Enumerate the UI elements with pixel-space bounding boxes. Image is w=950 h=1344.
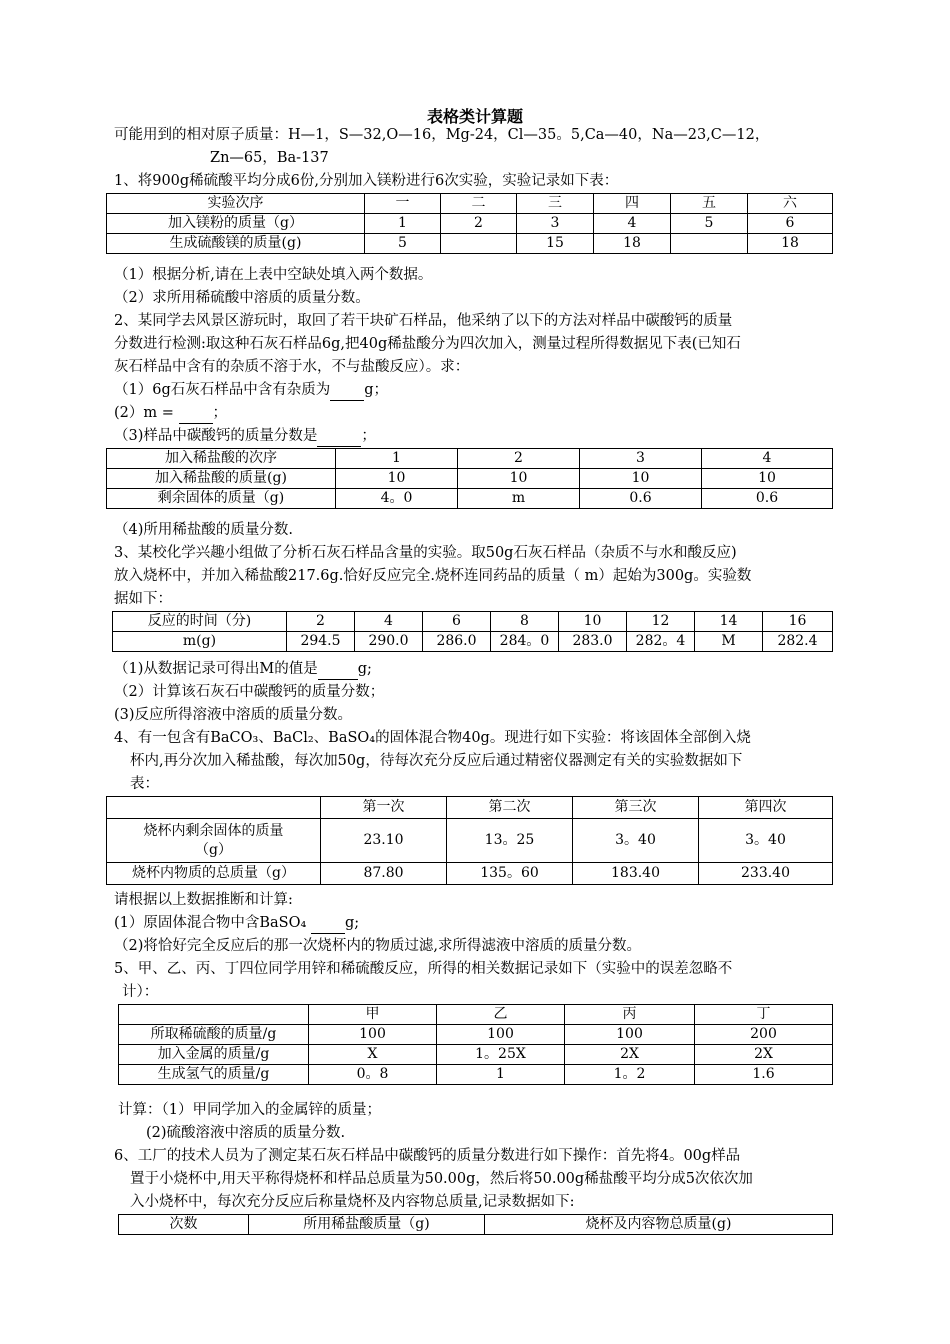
table-cell: 282.4 <box>763 632 833 652</box>
answer-blank <box>179 403 213 424</box>
q2-sub2: (2）m = ； <box>114 403 227 424</box>
table-cell: 100 <box>565 1025 695 1045</box>
table-cell: 生成硫酸镁的质量(g) <box>107 234 365 254</box>
table-cell: 100 <box>309 1025 437 1045</box>
table-cell: 4。0 <box>336 489 458 509</box>
table-cell: 1.6 <box>695 1065 833 1085</box>
table-row <box>119 1215 833 1235</box>
table-row <box>119 1005 833 1025</box>
table-cell: 1 <box>336 449 458 469</box>
answer-blank <box>311 913 345 934</box>
q4-after: 请根据以上数据推断和计算: <box>114 892 293 908</box>
table-cell: 4 <box>594 214 671 234</box>
table-cell: 290.0 <box>355 632 423 652</box>
q4-line1: 4、有一包含有BaCO₃、BaCl₂、BaSO₄的固体混合物40g。现进行如下实验：将该固体全部倒入烧 <box>114 730 751 746</box>
table-cell: 加入镁粉的质量（g） <box>107 214 365 234</box>
table-cell: 剩余固体的质量（g) <box>107 489 336 509</box>
table-cell: 200 <box>695 1025 833 1045</box>
table-cell: 23.10 <box>321 819 447 863</box>
table-cell: 10 <box>336 469 458 489</box>
table-cell <box>107 797 321 819</box>
table-row <box>107 194 833 214</box>
q3-line1: 3、某校化学兴趣小组做了分析石灰石样品含量的实验。取50g石灰石样品（杂质不与水和酸反应) <box>114 545 737 561</box>
table-cell: 实验次序 <box>107 194 365 214</box>
table-cell: 所取稀硫酸的质量/g <box>119 1025 309 1045</box>
table-cell: 294.5 <box>287 632 355 652</box>
table-cell: m <box>458 489 580 509</box>
table-cell: 甲 <box>309 1005 437 1025</box>
table-cell: 乙 <box>437 1005 565 1025</box>
table-cell: 1。25X <box>437 1045 565 1065</box>
table-cell <box>119 1005 309 1025</box>
q6-line3: 入小烧杯中，每次充分反应后称量烧杯及内容物总质量,记录数据如下: <box>130 1194 575 1210</box>
q2-line1: 2、某同学去风景区游玩时，取回了若干块矿石样品，他采纳了以下的方法对样品中碳酸钙的质量 <box>114 313 733 329</box>
table-row <box>107 469 833 489</box>
q3-sub2: （2）计算该石灰石中碳酸钙的质量分数； <box>114 684 385 700</box>
table-row <box>119 1045 833 1065</box>
table-cell: X <box>309 1045 437 1065</box>
table-cell: 加入稀盐酸的次序 <box>107 449 336 469</box>
table-cell: 所用稀盐酸质量（g) <box>249 1215 485 1235</box>
table-row <box>119 1065 833 1085</box>
table-cell: 丙 <box>565 1005 695 1025</box>
table-row <box>119 1025 833 1045</box>
q2-line3: 灰石样品中含有的杂质不溶于水，不与盐酸反应）。求： <box>114 359 470 375</box>
table-cell: 六 <box>748 194 833 214</box>
q1-sub2: （2）求所用稀硫酸中溶质的质量分数。 <box>114 290 370 306</box>
table-cell: 2X <box>565 1045 695 1065</box>
table-cell: 第二次 <box>447 797 573 819</box>
table-row <box>113 612 833 632</box>
table-cell: 15 <box>517 234 594 254</box>
table-cell: 13。25 <box>447 819 573 863</box>
q3-line3: 据如下： <box>114 591 172 607</box>
table-row <box>107 214 833 234</box>
q2-sub3: （3)样品中碳酸钙的质量分数是 ； <box>114 426 376 447</box>
answer-blank <box>318 659 358 680</box>
table-cell: 四 <box>594 194 671 214</box>
table-cell: 1 <box>437 1065 565 1085</box>
table-cell: m(g) <box>113 632 287 652</box>
table-cell: 283.0 <box>559 632 627 652</box>
table-cell: 烧杯内物质的总质量（g） <box>107 863 321 885</box>
table-cell: 5 <box>365 234 441 254</box>
table-cell: 14 <box>695 612 763 632</box>
table-cell: 4 <box>355 612 423 632</box>
table-row <box>107 863 833 885</box>
table-cell: 2X <box>695 1045 833 1065</box>
table-cell: 4 <box>702 449 833 469</box>
table-cell: 183.40 <box>573 863 699 885</box>
table-cell: 烧杯内剩余固体的质量 （g） <box>107 819 321 863</box>
table-cell: 0.6 <box>702 489 833 509</box>
table-cell: 3 <box>517 214 594 234</box>
table-cell: 第三次 <box>573 797 699 819</box>
table-cell: 第四次 <box>699 797 833 819</box>
table-cell: 二 <box>441 194 517 214</box>
table-cell: 一 <box>365 194 441 214</box>
table-cell: 6 <box>748 214 833 234</box>
table-cell: 0。8 <box>309 1065 437 1085</box>
table-cell: 加入稀盐酸的质量(g) <box>107 469 336 489</box>
table-cell: 10 <box>559 612 627 632</box>
q1-table <box>106 193 833 254</box>
atomic-masses-line-2: Zn—65，Ba-137 <box>210 150 329 166</box>
table-cell: 2 <box>287 612 355 632</box>
table-cell: 10 <box>580 469 702 489</box>
table-cell: 丁 <box>695 1005 833 1025</box>
q5-sub1: 计算：（1）甲同学加入的金属锌的质量； <box>118 1102 381 1118</box>
q5-line1: 5、甲、乙、丙、丁四位同学用锌和稀硫酸反应，所得的相关数据记录如下（实验中的误差忽略不 <box>114 961 733 977</box>
table-cell: 286.0 <box>423 632 491 652</box>
q2-sub4: （4)所用稀盐酸的质量分数. <box>114 522 293 538</box>
q2-sub1: （1）6g石灰石样品中含有杂质为 g； <box>114 380 388 401</box>
table-cell: 2 <box>441 214 517 234</box>
q2-line2: 分数进行检测:取这种石灰石样品6g,把40g稀盐酸分为四次加入，测量过程所得数据见下表(已知石 <box>114 336 741 352</box>
q6-line1: 6、工厂的技术人员为了测定某石灰石样品中碳酸钙的质量分数进行如下操作：首先将4。00g样品 <box>114 1148 741 1164</box>
table-row <box>107 234 833 254</box>
table-cell: 反应的时间（分) <box>113 612 287 632</box>
table-cell: 282。4 <box>627 632 695 652</box>
table-cell: 三 <box>517 194 594 214</box>
table-cell: 次数 <box>119 1215 249 1235</box>
q1-sub1: （1）根据分析,请在上表中空缺处填入两个数据。 <box>114 267 433 283</box>
q5-line2: 计）： <box>122 984 159 1000</box>
q5-sub2: (2)硫酸溶液中溶质的质量分数. <box>146 1125 346 1141</box>
table-cell: 0.6 <box>580 489 702 509</box>
table-cell <box>441 234 517 254</box>
q2-table <box>106 448 833 509</box>
q4-line2: 杯内,再分次加入稀盐酸，每次加50g，待每次充分反应后通过精密仪器测定有关的实验数据如下 <box>130 753 743 769</box>
table-cell: 1。2 <box>565 1065 695 1085</box>
q4-table <box>106 796 833 885</box>
table-cell: M <box>695 632 763 652</box>
table-cell: 3。40 <box>573 819 699 863</box>
q3-table <box>112 611 833 652</box>
table-row <box>113 632 833 652</box>
table-cell: 烧杯及内容物总质量(g) <box>485 1215 833 1235</box>
table-row <box>107 797 833 819</box>
table-cell: 5 <box>671 214 748 234</box>
table-cell: 3 <box>580 449 702 469</box>
q3-sub1: （1)从数据记录可得出M的值是 g; <box>114 659 372 680</box>
table-cell: 生成氢气的质量/g <box>119 1065 309 1085</box>
table-cell: 284。0 <box>491 632 559 652</box>
table-cell: 1 <box>365 214 441 234</box>
table-cell: 加入金属的质量/g <box>119 1045 309 1065</box>
table-cell: 6 <box>423 612 491 632</box>
table-cell: 87.80 <box>321 863 447 885</box>
table-cell: 135。60 <box>447 863 573 885</box>
table-row <box>107 489 833 509</box>
table-cell: 18 <box>594 234 671 254</box>
table-cell: 3。40 <box>699 819 833 863</box>
table-cell: 2 <box>458 449 580 469</box>
q4-sub1: (1）原固体混合物中含BaSO₄ g; <box>114 913 359 934</box>
table-cell: 100 <box>437 1025 565 1045</box>
answer-blank <box>317 426 361 447</box>
atomic-masses-line: 可能用到的相对原子质量：H—1，S—32,O—16，Mg-24，Cl—35。5,Ca—40，Na—23,C—12， <box>114 127 770 143</box>
table-cell: 五 <box>671 194 748 214</box>
table-cell <box>671 234 748 254</box>
table-cell: 16 <box>763 612 833 632</box>
table-cell: 18 <box>748 234 833 254</box>
q3-line2: 放入烧杯中，并加入稀盐酸217.6g.恰好反应完全.烧杯连同药品的质量（ m）起始为300g。实验数 <box>114 568 752 584</box>
table-row <box>107 819 833 863</box>
q4-sub2: （2)将恰好完全反应后的那一次烧杯内的物质过滤,求所得滤液中溶质的质量分数。 <box>114 938 641 954</box>
document-title: 表格类计算题 <box>426 107 523 126</box>
table-cell: 10 <box>702 469 833 489</box>
table-row <box>107 449 833 469</box>
q3-sub3: (3)反应所得溶液中溶质的质量分数。 <box>114 707 353 723</box>
table-cell: 233.40 <box>699 863 833 885</box>
table-cell: 10 <box>458 469 580 489</box>
q6-table <box>118 1214 833 1235</box>
table-cell: 8 <box>491 612 559 632</box>
q6-line2: 置于小烧杯中,用天平称得烧杯和样品总质量为50.00g，然后将50.00g稀盐酸平均分成5次依次加 <box>130 1171 753 1187</box>
table-cell: 12 <box>627 612 695 632</box>
answer-blank <box>330 380 364 401</box>
q4-line3: 表： <box>130 776 159 792</box>
table-cell: 第一次 <box>321 797 447 819</box>
q5-table <box>118 1004 833 1085</box>
q1-intro: 1、将900g稀硫酸平均分成6份,分别加入镁粉进行6次实验，实验记录如下表： <box>114 173 619 189</box>
